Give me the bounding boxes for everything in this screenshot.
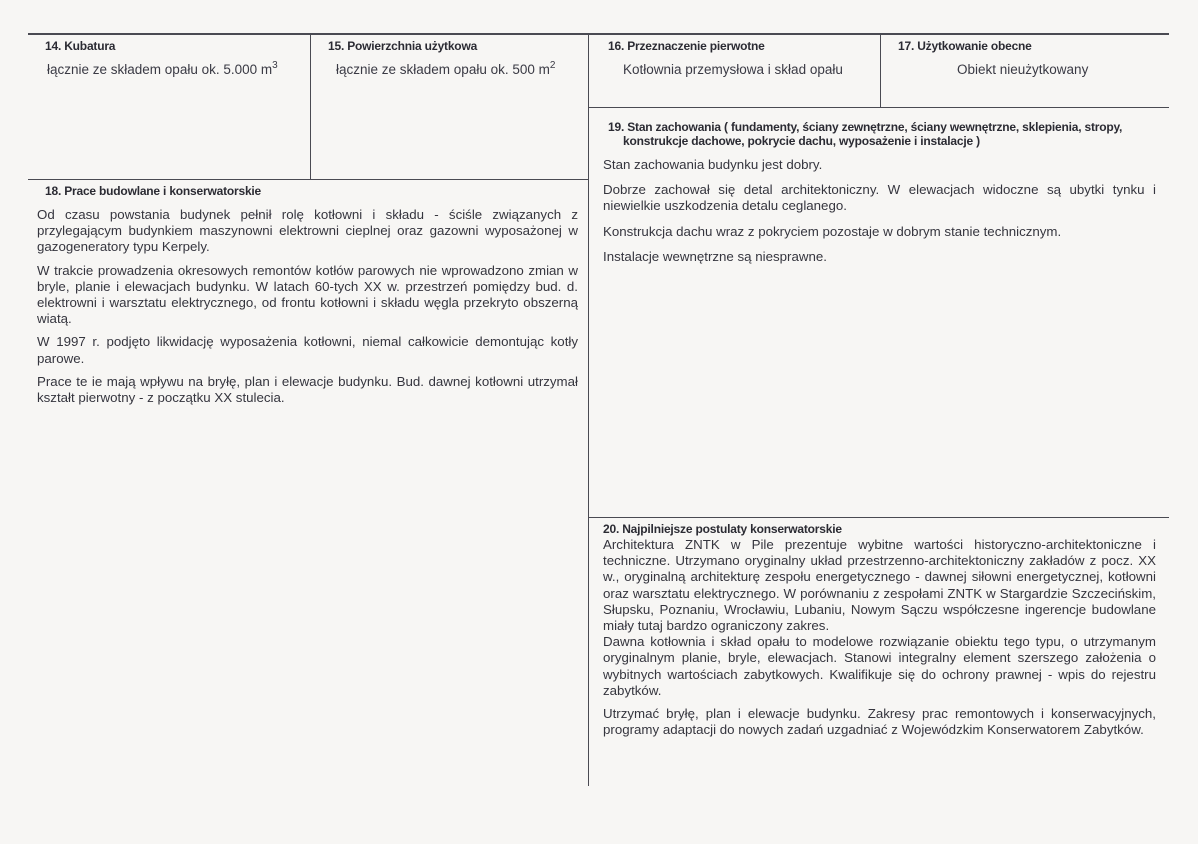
section-19-title [608, 120, 1158, 148]
section-14-unit-sup: 3 [272, 60, 278, 71]
section-17-value: Obiekt nieużytkowany [957, 62, 1089, 77]
section-20-paragraph: Utrzymać bryłę, plan i elewacje budynku. Zakresy prac remontowych i konserwacyjnych, programy adaptacji do nowych zadań uzgadniać z Wojewódzkim Konserwatorem Zabytków. [603, 706, 1156, 738]
section-20-paragraph: Architektura ZNTK w Pile prezentuje wybitne wartości historyczno-architektoniczne i techniczne. Utrzymano oryginalny układ przestrzenno-architektoniczny zakładów z pocz. XX w., oryginalną architekturę zespołu energetycznego - dawnej siłowni energetycznej, kotłowni oraz warsztatu elektrycznego. W porównaniu z zespołami ZNTK w Stargardzie Szczecińskim, Słupsku, Poznaniu, Wrocławiu, Lubaniu, Nowym Sączu współczesne ingerencje budowlane miały tutaj bardzo ograniczony zakres. [603, 537, 1156, 634]
section-20-body [603, 537, 1156, 745]
section-18-title: 18. Prace budowlane i konserwatorskie [45, 184, 262, 198]
section-18-paragraph: Prace te ie mają wpływu na bryłę, plan i elewacje budynku. Bud. dawnej kotłowni utrzymał kształt pierwotny - z początku XX stulecia. [37, 373, 578, 406]
section-15-value [336, 62, 555, 78]
section-15-unit-sup: 2 [549, 60, 556, 71]
section-14-value [47, 62, 278, 78]
section-16-value: Kotłownia przemysłowa i skład opału [623, 62, 843, 77]
section-14-title: 14. Kubatura [45, 39, 116, 53]
section-18-paragraph: W 1997 r. podjęto likwidację wyposażenia kotłowni, niemal całkowicie demontując kotły parowe. [37, 334, 578, 366]
section-18-paragraph: Od czasu powstania budynek pełnił rolę kotłowni i składu - ściśle związanych z przylegającym budynkiem maszynowni elektrowni cieplnej oraz gazowni wyposażonej w gazogeneratory typu Kerpely. [37, 207, 578, 255]
section-17-title: 17. Użytkowanie obecne [898, 39, 1032, 53]
center-divider [588, 34, 589, 786]
section-15-title: 15. Powierzchnia użytkowa [328, 39, 478, 53]
section-19-body [603, 157, 1156, 272]
section-20-title: 20. Najpilniejsze postulaty konserwatorskie [603, 522, 842, 536]
section-19-paragraph: Dobrze zachował się detal architektoniczny. W elewacjach widoczne są ubytki tynku i niewielkie uszkodzenia detalu ceglanego. [603, 182, 1156, 214]
rule-under-16-17 [588, 107, 1169, 108]
section-20-paragraph: Dawna kotłownia i skład opału to modelowe rozwiązanie obiektu tego typu, o utrzymanym oryginalnym planie, bryle, elewacjach. Stanowi integralny element szerszego założenia o wybitnych wartościach zabytkowych. Kwalifikuje się do ochrony prawnej - wpis do rejestru zabytków. [603, 634, 1156, 698]
section-18-paragraph: W trakcie prowadzenia okresowych remontów kotłów parowych nie wprowadzono zmian w bryle, planie i elewacjach budynku. W latach 60-tych XX w. przestrzeń pomiędzy bud. d. elektrowni i warsztatu elektrycznego, od frontu kotłowni i składu węgla przekryto obszerną wiatą. [37, 262, 578, 327]
section-16-title: 16. Przeznaczenie pierwotne [608, 39, 765, 53]
section-19-paragraph: Konstrukcja dachu wraz z pokryciem pozostaje w dobrym stanie technicznym. [603, 223, 1062, 239]
rule-above-20 [588, 517, 1169, 518]
divider-14-15 [310, 34, 311, 180]
section-15-value-text: łącznie ze składem opału ok. 500 m [336, 62, 550, 77]
section-19-title-line-2: konstrukcje dachowe, pokrycie dachu, wyposażenie i instalacje ) [623, 134, 980, 148]
top-rule [28, 33, 1169, 35]
rule-above-18 [28, 179, 588, 180]
section-14-value-text: łącznie ze składem opału ok. 5.000 m [47, 62, 273, 77]
divider-16-17 [880, 34, 881, 108]
section-18-body [37, 207, 578, 413]
section-19-title-line-1: 19. Stan zachowania ( fundamenty, ściany zewnętrzne, ściany wewnętrzne, sklepienia, stropy, [608, 120, 1123, 134]
section-19-paragraph: Stan zachowania budynku jest dobry. [603, 157, 823, 172]
section-19-paragraph: Instalacje wewnętrzne są niesprawne. [603, 248, 827, 264]
